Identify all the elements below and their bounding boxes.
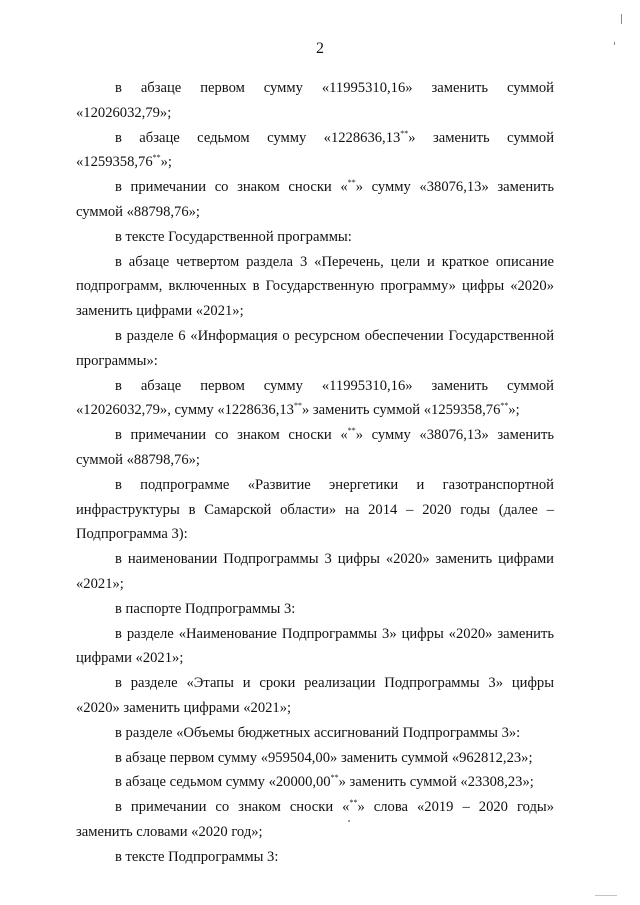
footnote-mark: ** bbox=[400, 128, 409, 138]
paragraph: в абзаце седьмом сумму «20000,00**» заменить суммой «23308,23»; bbox=[115, 773, 534, 791]
scan-edge-mark bbox=[614, 42, 615, 45]
footnote-mark: ** bbox=[347, 426, 356, 436]
paragraph: в абзаце первом сумму «11995310,16» заменить суммой «12026032,79», сумму «1228636,13**» заменить суммой «1259358,76**»; bbox=[76, 377, 554, 419]
paragraph: в абзаце седьмом сумму «1228636,13**» заменить суммой «1259358,76**»; bbox=[76, 128, 555, 171]
paragraph: в примечании со знаком сноски «**» слова «2019 – 2020 годы» заменить словами «2020 год»; bbox=[76, 798, 554, 840]
paragraph: в тексте Государственной программы: bbox=[115, 228, 352, 245]
scan-edge-mark bbox=[348, 820, 350, 822]
paragraph: в примечании со знаком сноски «**» сумму «38076,13» заменить суммой «88798,76»; bbox=[76, 426, 555, 468]
paragraph: в примечании со знаком сноски «**» сумму «38076,13» заменить суммой «88798,76»; bbox=[76, 178, 555, 220]
paragraph: в разделе «Наименование Подпрограммы 3» цифры «2020» заменить цифрами «2021»; bbox=[76, 625, 554, 667]
paragraph: в разделе «Объемы бюджетных ассигнований Подпрограммы 3»: bbox=[115, 724, 521, 741]
paragraph: в наименовании Подпрограммы 3 цифры «2020» заменить цифрами «2021»; bbox=[76, 551, 554, 592]
paragraph: в подпрограмме «Развитие энергетики и газотранспортной инфраструктуры в Самарской области» на 2014 – 2020 годы (далее – Подпрограмма 3): bbox=[76, 476, 554, 543]
footnote-mark: ** bbox=[293, 401, 302, 411]
paragraph: в абзаце первом сумму «959504,00» заменить суммой «962812,23»; bbox=[115, 749, 533, 766]
paragraph: в разделе 6 «Информация о ресурсном обеспечении Государственной программы»: bbox=[76, 327, 554, 369]
page-number: 2 bbox=[316, 40, 324, 57]
scan-edge-mark bbox=[621, 14, 622, 24]
paragraph: в разделе «Этапы и сроки реализации Подпрограммы 3» цифры «2020» заменить цифрами «2021»; bbox=[76, 675, 554, 716]
footnote-mark: ** bbox=[152, 153, 161, 163]
footnote-mark: ** bbox=[330, 773, 339, 783]
footnote-mark: ** bbox=[347, 178, 356, 188]
paragraph: в абзаце четвертом раздела 3 «Перечень, цели и краткое описание подпрограмм, включенных в Государственную программу» цифры «2020» заменить цифрами «2021»; bbox=[76, 253, 554, 320]
paragraph: в тексте Подпрограммы 3: bbox=[115, 848, 279, 865]
footnote-mark: ** bbox=[500, 401, 509, 411]
footnote-mark: ** bbox=[349, 798, 358, 808]
document-body bbox=[76, 76, 554, 870]
paragraph: в абзаце первом сумму «11995310,16» заменить суммой «12026032,79»; bbox=[76, 80, 554, 121]
paragraph: в паспорте Подпрограммы 3: bbox=[115, 600, 296, 617]
scan-edge-mark bbox=[595, 895, 617, 896]
